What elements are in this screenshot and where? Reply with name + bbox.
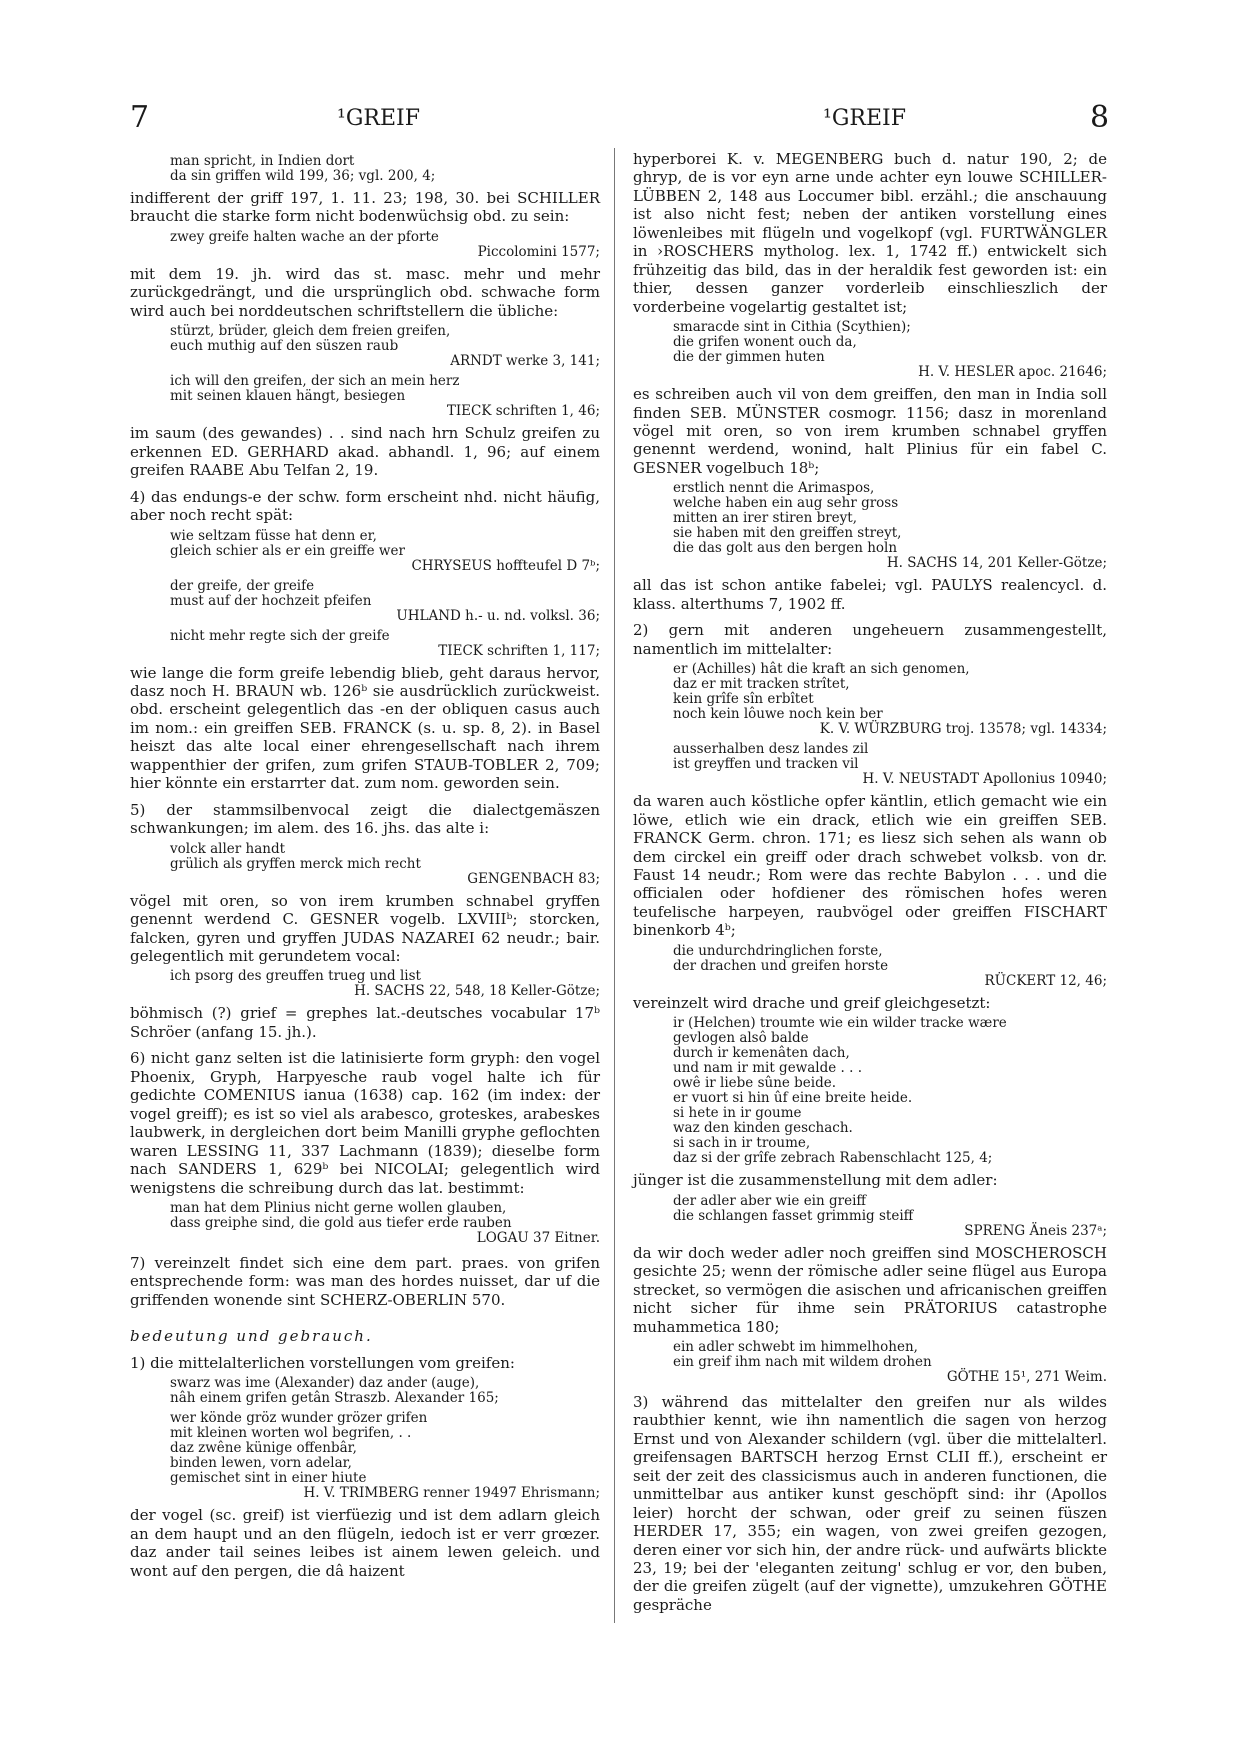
verse-quote <box>170 579 600 624</box>
quote-line: daz si der grîfe zebrach Rabenschlacht 125, 4; <box>673 1150 993 1167</box>
text-paragraph: vögel mit oren, so von irem krumben schnabel gryffen genennt werdend C. GESNER vogelb. LXVIIIᵇ; storcken, falcken, gyren und gryffen JUDAS NAZAREI 62 neudr.; bair. gelegentlich mit gerundetem vocal: <box>130 891 600 965</box>
verse-quote <box>170 1201 600 1246</box>
quote-line: smaracde sint in Cithia (Scythien); <box>673 319 911 336</box>
quote-line: waz den kinden geschach. <box>673 1120 853 1137</box>
verse-quote <box>170 529 600 574</box>
quote-line: die grifen wonent ouch da, <box>673 334 857 351</box>
verse-quote <box>673 662 1107 737</box>
quote-source: SPRENG Äneis 237ᵃ; <box>964 1222 1107 1239</box>
column-divider <box>614 148 615 1623</box>
text-paragraph: jünger ist die zusammenstellung mit dem adler: <box>633 1171 998 1190</box>
numbered-section: 3) während das mittelalter den greifen nur als wildes raubthier kennt, wie ihn namentlich die sagen von herzog Ernst und von Alexander schildern (vgl. über die mittelalterl. greifensagen BARTSCH herzog Ernst CLII ff.), erscheint er seit der zeit des classicismus auch in anderen functionen, die unmittelbar aus antiker kunst geschöpft sind: ihr (Apollos leier) horcht der schwan, oder greif zu seinen füszen HERDER 17, 355; ein wagen, von zwei greifen gezogen, deren einer vor sich hin, der andre rück- und aufwärts blickte 23, 19; bei der 'eleganten zeitung' schlug er vor, den buben, der die greifen zügelt (auf der vignette), umzukehren GÖTHE gespräche <box>633 1392 1107 1614</box>
quote-source: TIECK schriften 1, 117; <box>438 642 600 659</box>
quote-source: H. SACHS 14, 201 Keller-Götze; <box>886 555 1107 572</box>
quote-line: die der gimmen huten <box>673 349 825 366</box>
text-paragraph: im saum (des gewandes) . . sind nach hrn Schulz greifen zu erkennen ED. GERHARD akad. abhandl. 1, 96; auf einem greifen RAABE Abu Telfan 2, 19. <box>130 424 600 480</box>
quote-source: GÖTHE 15¹, 271 Weim. <box>946 1368 1107 1385</box>
quote-line: owê ir liebe sûne beide. <box>673 1075 837 1092</box>
quote-source: LOGAU 37 Eitner. <box>476 1229 600 1246</box>
quote-line: man hat dem Plinius nicht gerne wollen glauben, <box>170 1199 507 1216</box>
quote-line: stürzt, brüder, gleich dem freien greifen, <box>170 323 451 340</box>
quote-line: der greife, der greife <box>170 577 315 594</box>
quote-line: ausserhalben desz landes zil <box>673 741 869 758</box>
verse-quote <box>673 1194 1107 1239</box>
quote-line: must auf der hochzeit pfeifen <box>170 592 372 609</box>
page-header <box>0 98 1241 138</box>
quote-line: ein greif ihm nach mit wildem drohen <box>673 1353 932 1370</box>
verse-quote <box>673 944 1107 989</box>
quote-line: ein adler schwebt im himmelhohen, <box>673 1338 918 1355</box>
numbered-section: 1) die mittelalterlichen vorstellungen vom greifen: <box>130 1353 515 1372</box>
quote-line: kein grîfe sîn erbîtet <box>673 691 814 708</box>
left-page-number: 7 <box>130 100 150 135</box>
quote-source: ARNDT werke 3, 141; <box>450 353 600 370</box>
quote-line: da sin griffen wild 199, 36; vgl. 200, 4; <box>170 168 436 184</box>
numbered-section: 4) das endungs-e der schw. form erscheint nhd. nicht häufig, aber noch recht spät: <box>130 487 600 525</box>
quote-line: er (Achilles) hât die kraft an sich genomen, <box>673 661 970 678</box>
numbered-section: 2) gern mit anderen ungeheuern zusammengestellt, namentlich im mittelalter: <box>633 621 1107 658</box>
right-column <box>633 150 1107 1614</box>
verse-quote <box>673 742 1107 787</box>
verse-quote <box>170 230 600 260</box>
quote-line: wie seltzam füsse hat denn er, <box>170 527 377 544</box>
quote-source: RÜCKERT 12, 46; <box>984 972 1107 989</box>
quote-line: volck aller handt <box>170 840 286 857</box>
verse-quote <box>170 324 600 369</box>
right-running-head: ¹GREIF <box>823 106 906 131</box>
quote-line: ist greyffen und tracken vil <box>673 756 859 773</box>
quote-line: si hete in ir goume <box>673 1105 802 1122</box>
verse-quote <box>673 1016 1107 1166</box>
quote-line: sie haben mit den greiffen streyt, <box>673 525 902 542</box>
quote-line: er vuort si hin ûf eine breite heide. <box>673 1090 913 1107</box>
left-running-head: ¹GREIF <box>337 106 420 131</box>
quote-line: und nam ir mit gewalde . . . <box>673 1060 862 1077</box>
quote-line: swarz was ime (Alexander) daz ander (auge), <box>170 1375 480 1392</box>
quote-source: GENGENBACH 83; <box>467 870 600 887</box>
quote-line: die undurchdringlichen forste, <box>673 942 883 959</box>
text-paragraph: vereinzelt wird drache und greif gleichgesetzt: <box>633 993 991 1012</box>
quote-line: gleich schier als er ein greiffe wer <box>170 542 405 559</box>
numbered-section: 5) der stammsilbenvocal zeigt die dialectgemäszen schwankungen; im alem. des 16. jhs. das alte i: <box>130 800 600 838</box>
quote-source: H. V. TRIMBERG renner 19497 Ehrismann; <box>303 1485 600 1502</box>
quote-source: Piccolomini 1577; <box>477 243 600 260</box>
section-heading: bedeutung und gebrauch. <box>130 1327 373 1346</box>
quote-source: H. V. HESLER apoc. 21646; <box>918 364 1107 381</box>
text-paragraph: da waren auch köstliche opfer käntlin, etlich gemacht wie ein löwe, etlich wie ein drack, etlich wie ein greiffen SEB. FRANCK Germ. chron. 171; es liesz sich sehen als wann ob dem circkel ein greiff oder drach schwebet volksb. von dr. Faust 14 neudr.; Rom were das rechte Babylon . . . und die officialen oder hofdiener des römischen hofes weren teufelische harpeyen, raubvögel oder greiffen FISCHART binenkorb 4ᵇ; <box>633 792 1107 940</box>
quote-line: ich psorg des greuffen trueg und list <box>170 968 421 985</box>
verse-quote <box>170 969 600 999</box>
verse-quote <box>170 1411 600 1501</box>
verse-quote <box>170 374 600 419</box>
right-page-number: 8 <box>1090 100 1110 135</box>
quote-line: man spricht, in Indien dort <box>170 153 355 169</box>
quote-line: dass greiphe sind, die gold aus tiefer erde rauben <box>170 1214 512 1231</box>
quote-line: ir (Helchen) troumte wie ein wilder tracke wære <box>673 1015 1007 1032</box>
quote-line: gevlogen alsô balde <box>673 1030 809 1047</box>
quote-line: mitten an irer stiren breyt, <box>673 510 858 527</box>
verse-quote <box>170 842 600 887</box>
text-paragraph: hyperborei K. v. MEGENBERG buch d. natur 190, 2; de ghryp, de is vor eyn arne unde achter eyn louwe SCHILLER-LÜBBEN 2, 148 aus Loccumer bibl. erzähl.; die anschauung ist also nicht fest; neben der antiken vorstellung eines löwenleibes mit flügeln und vogelkopf (vgl. FURTWÄNGLER in ›ROSCHERS mytholog. lex. 1, 1742 ff.) entwickelt sich frühzeitig das bild, das in der heraldik fest geworden ist: ein thier, dessen ganzer vorderleib einschlieszlich der vorderbeine vogelartig gestaltet ist; <box>633 150 1107 316</box>
quote-source: H. SACHS 22, 548, 18 Keller-Götze; <box>354 983 600 1000</box>
text-paragraph: der vogel (sc. greif) ist vierfüezig und ist dem adlarn gleich an dem haupt und an den flügeln, iedoch ist er verr grœzer. daz ander tail seines leibes ist ainem lewen geleich. und wont auf den pergen, die dâ haizent <box>130 1506 600 1580</box>
verse-quote <box>673 320 1107 380</box>
quote-line: daz er mit tracken strîtet, <box>673 676 850 693</box>
text-paragraph: es schreiben auch vil von dem greiffen, den man in India soll finden SEB. MÜNSTER cosmogr. 1156; dasz in morenland vögel mit oren, so von irem krumben schnabel gryffen genennt werdend, wonind, halt Plinius für ein fabel C. GESNER vogelbuch 18ᵇ; <box>633 385 1107 477</box>
left-column <box>130 150 600 1580</box>
quote-line: nâh einem grifen getân Straszb. Alexander 165; <box>170 1390 499 1407</box>
quote-source: UHLAND h.- u. nd. volksl. 36; <box>396 607 600 624</box>
verse-quote <box>170 629 600 659</box>
text-paragraph: mit dem 19. jh. wird das st. masc. mehr und mehr zurückgedrängt, und die ursprünglich obd. schwache form wird auch bei norddeutschen schriftstellern die übliche: <box>130 264 600 320</box>
quote-line: der adler aber wie ein greiff <box>673 1192 866 1209</box>
quote-line: ich will den greifen, der sich an mein herz <box>170 373 460 390</box>
text-paragraph: indifferent der griff 197, 1. 11. 23; 198, 30. bei SCHILLER braucht die starke form nicht bodenwüchsig obd. zu sein: <box>130 189 600 226</box>
quote-line: binden lewen, vorn adelar, <box>170 1455 352 1472</box>
verse-quote <box>170 154 600 184</box>
quote-line: zwey greife halten wache an der pforte <box>170 228 439 245</box>
quote-line: mit kleinen worten wol begrifen, . . <box>170 1425 412 1442</box>
quote-line: der drachen und greifen horste <box>673 957 889 974</box>
quote-source: H. V. NEUSTADT Apollonius 10940; <box>862 771 1107 788</box>
verse-quote <box>170 1376 600 1406</box>
text-paragraph: da wir doch weder adler noch greiffen sind MOSCHEROSCH gesichte 25; wenn der römische adler seine flügel aus Europa strecket, so vermögen die asischen und africanischen greiffen nicht sicher für ihme sein PRÄTORIUS catastrophe muhammetica 180; <box>633 1243 1107 1336</box>
text-paragraph: wie lange die form greife lebendig blieb, geht daraus hervor, dasz noch H. BRAUN wb. 126ᵇ sie ausdrücklich zurückweist. obd. erscheint gelegentlich das -en der obliquen casus auch im nom.: ein greiffen SEB. FRANCK (s. u. sp. 8, 2). in Basel heiszt das alte local einer ehrengesellschaft nach ihrem wappenthier der grifen, zum grifen STAUB-TOBLER 2, 709; hier könnte ein erstarrter dat. zum nom. geworden sein. <box>130 663 600 793</box>
verse-quote <box>673 481 1107 571</box>
text-paragraph: all das ist schon antike fabelei; vgl. PAULYS realencycl. d. klass. alterthums 7, 1902 ff. <box>633 576 1107 613</box>
quote-line: wer könde gröz wunder grözer grifen <box>170 1410 428 1427</box>
quote-line: si sach in ir troume, <box>673 1135 811 1152</box>
quote-line: mit seinen klauen hängt, besiegen <box>170 388 406 405</box>
quote-line: welche haben ein aug sehr gross <box>673 495 899 512</box>
quote-source: K. V. WÜRZBURG troj. 13578; vgl. 14334; <box>819 721 1107 738</box>
text-paragraph: böhmisch (?) grief = grephes lat.-deutsches vocabular 17ᵇ Schröer (anfang 15. jh.). <box>130 1004 600 1041</box>
quote-line: nicht mehr regte sich der greife <box>170 627 390 644</box>
quote-line: erstlich nennt die Arimaspos, <box>673 480 875 497</box>
quote-line: die das golt aus den bergen holn <box>673 540 898 557</box>
quote-line: grülich als gryffen merck mich recht <box>170 855 421 872</box>
quote-line: noch kein lôuwe noch kein ber <box>673 706 883 723</box>
quote-line: euch muthig auf den süszen raub <box>170 338 399 355</box>
numbered-section: 6) nicht ganz selten ist die latinisierte form gryph: den vogel Phoenix, Gryph, Harpyesche raub vogel halte ich für gedichte COMENIUS ianua (1638) cap. 162 (im index: der vogel greiff); es ist so viel als arabesco, groteskes, arabeskes laubwerk, in dergleichen dort beim Manilli gryphe geflochten waren LESSING 11, 337 Lachmann (1839); dieselbe form nach SANDERS 1, 629ᵇ bei NICOLAI; gelegentlich wird wenigstens die schreibung durch das lat. bestimmt: <box>130 1049 600 1197</box>
quote-source: TIECK schriften 1, 46; <box>446 403 600 420</box>
quote-source: CHRYSEUS hoffteufel D 7ᵇ; <box>411 557 600 574</box>
quote-line: gemischet sint in einer hiute <box>170 1470 367 1487</box>
quote-line: die schlangen fasset grimmig steiff <box>673 1207 914 1224</box>
quote-line: daz zwêne künige offenbâr, <box>170 1440 357 1457</box>
numbered-section: 7) vereinzelt findet sich eine dem part. praes. von grifen entsprechende form: was man des hordes nuisset, dar uf die griffenden wonende sint SCHERZ-OBERLIN 570. <box>130 1253 600 1309</box>
quote-line: durch ir kemenâten dach, <box>673 1045 850 1062</box>
verse-quote <box>673 1340 1107 1385</box>
